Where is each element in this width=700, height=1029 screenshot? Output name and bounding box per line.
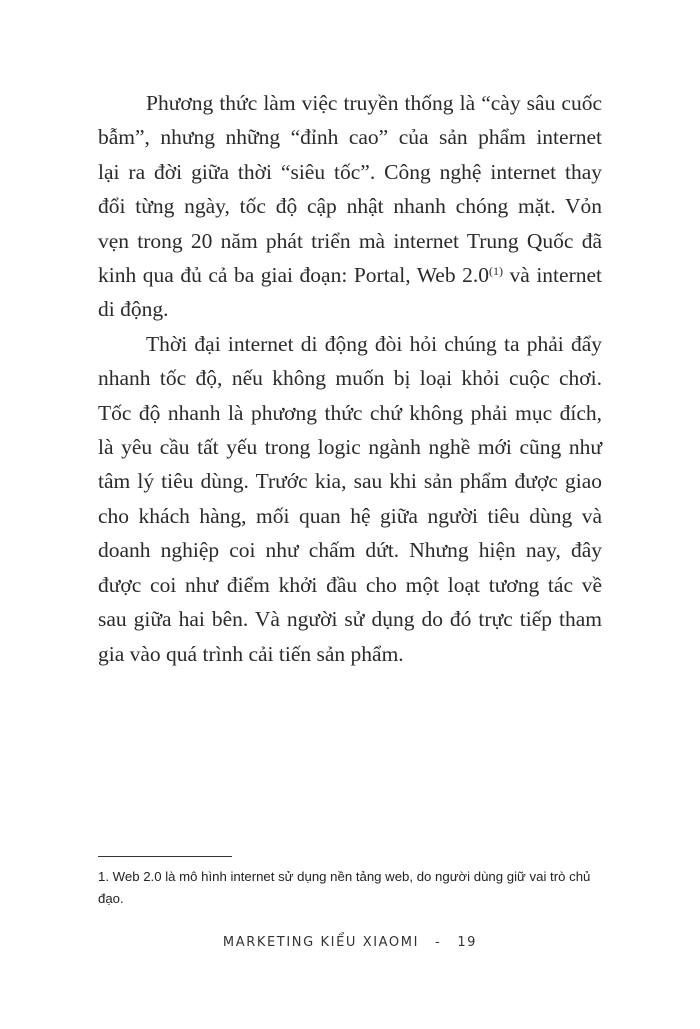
text-line: lại ra đời giữa thời “siêu tốc”. Công nghệ internet thay: [98, 159, 602, 184]
text-segment: kinh qua đủ cả ba giai đoạn: Portal, Web 2.0: [98, 263, 489, 288]
text-segment: và internet: [502, 263, 602, 288]
text-line: nhanh tốc độ, nếu không muốn bị loại khỏi cuộc chơi.: [98, 366, 602, 391]
text-line: cho khách hàng, mối quan hệ giữa người tiêu dùng và: [98, 503, 602, 528]
text-line: sau giữa hai bên. Và người sử dụng do đó trực tiếp tham: [98, 607, 602, 632]
text-line: gia vào quá trình cải tiến sản phẩm.: [98, 641, 404, 666]
text-line: tâm lý tiêu dùng. Trước kia, sau khi sản phẩm được giao: [98, 469, 602, 494]
text-line: là yêu cầu tất yếu trong logic ngành nghề mới cũng như: [98, 435, 602, 460]
text-line: đổi từng ngày, tốc độ cập nhật nhanh chóng mặt. Vỏn: [98, 194, 602, 219]
text-line: doanh nghiệp coi như chấm dứt. Nhưng hiện nay, đây: [98, 538, 602, 563]
running-title: MARKETING KIỂU XIAOMI: [222, 935, 420, 950]
text-line: vẹn trong 20 năm phát triển mà internet Trung Quốc đã: [98, 228, 602, 253]
footnote-ref[interactable]: (1): [488, 264, 503, 279]
text-line: Thời đại internet di động đòi hỏi chúng ta phải đẩy: [146, 331, 602, 356]
page-footer: [0, 935, 700, 950]
footer-separator: -: [435, 935, 442, 950]
text-line: được coi như điểm khởi đầu cho một loạt tương tác về: [98, 572, 602, 597]
body-text: [98, 86, 602, 671]
text-line: Tốc độ nhanh là phương thức chứ không phải mục đích,: [98, 400, 602, 425]
text-line: Phương thức làm việc truyền thống là “cày sâu cuốc: [146, 91, 602, 115]
footnote: 1. Web 2.0 là mô hình internet sử dụng nền tảng web, do người dùng giữ vai trò chủ đạo.: [98, 869, 591, 906]
page-number: 19: [457, 935, 478, 950]
text-line: bẫm”, nhưng những “đỉnh cao” của sản phẩm internet: [98, 125, 602, 150]
text-line: [98, 258, 602, 292]
footnote-divider: [98, 856, 232, 857]
text-line: di động.: [98, 297, 169, 322]
